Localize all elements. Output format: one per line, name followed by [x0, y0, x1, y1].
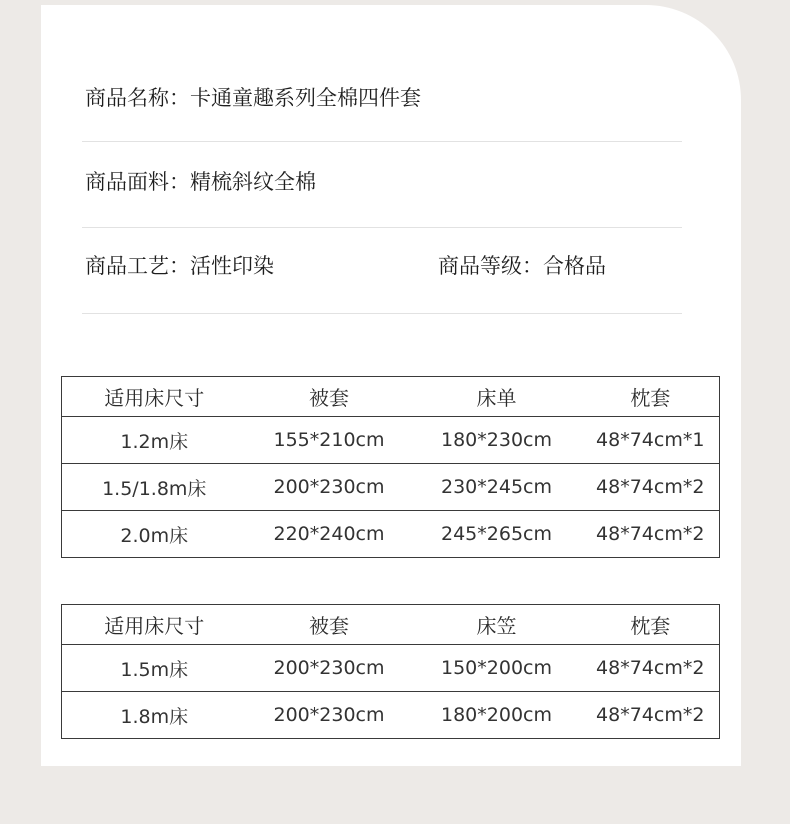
- product-grade-value: 合格品: [543, 254, 606, 278]
- table-cell: 48*74cm*2: [582, 464, 720, 511]
- table-cell: 1.8m床: [62, 692, 247, 739]
- table-cell: 180*200cm: [412, 692, 582, 739]
- product-name-value: 卡通童趣系列全棉四件套: [190, 86, 421, 110]
- table-cell: 200*230cm: [247, 464, 412, 511]
- table-header-cell: 被套: [309, 614, 349, 638]
- table-cell: 48*74cm*1: [582, 417, 720, 464]
- table-header-cell: 枕套: [630, 614, 671, 638]
- table-header-cell: 被套: [309, 386, 349, 410]
- table-row: [62, 692, 720, 739]
- table-cell: 1.5/1.8m床: [62, 464, 247, 511]
- table-cell: 200*230cm: [247, 645, 412, 692]
- table-cell: 230*245cm: [412, 464, 582, 511]
- table-cell: 245*265cm: [412, 511, 582, 558]
- product-craft-value: 活性印染: [190, 254, 274, 278]
- table-header-cell: 适用床尺寸: [104, 614, 205, 638]
- table-cell: 48*74cm*2: [582, 692, 720, 739]
- table-row: [62, 417, 720, 464]
- product-fabric-value: 精梳斜纹全棉: [190, 170, 316, 194]
- divider: [82, 141, 682, 142]
- table-cell: 180*230cm: [412, 417, 582, 464]
- table-header-row: [62, 605, 720, 645]
- product-name-row: [85, 85, 421, 111]
- table-cell: 1.5m床: [62, 645, 247, 692]
- product-grade-row: [438, 253, 606, 279]
- product-craft-row: [85, 253, 274, 279]
- table-cell: 200*230cm: [247, 692, 412, 739]
- table-row: [62, 645, 720, 692]
- divider: [82, 227, 682, 228]
- table-header-cell: 适用床尺寸: [104, 386, 205, 410]
- table-row: [62, 464, 720, 511]
- divider: [82, 313, 682, 314]
- table-cell: 48*74cm*2: [582, 511, 720, 558]
- table-cell: 2.0m床: [62, 511, 247, 558]
- table-row: [62, 511, 720, 558]
- table-header-cell: 床笠: [476, 614, 517, 638]
- table-header-cell: 枕套: [630, 386, 671, 410]
- table-cell: 220*240cm: [247, 511, 412, 558]
- table-cell: 48*74cm*2: [582, 645, 720, 692]
- product-craft-label: 商品工艺：: [85, 254, 190, 278]
- product-grade-label: 商品等级：: [438, 254, 543, 278]
- table-header-row: [62, 377, 720, 417]
- product-fabric-label: 商品面料：: [85, 170, 190, 194]
- table-header-cell: 床单: [476, 386, 517, 410]
- table-cell: 1.2m床: [62, 417, 247, 464]
- table-cell: 155*210cm: [247, 417, 412, 464]
- product-fabric-row: [85, 169, 316, 195]
- size-table-sheet: [61, 376, 720, 558]
- table-cell: 150*200cm: [412, 645, 582, 692]
- product-name-label: 商品名称：: [85, 86, 190, 110]
- size-table-fitted-sheet: [61, 604, 720, 739]
